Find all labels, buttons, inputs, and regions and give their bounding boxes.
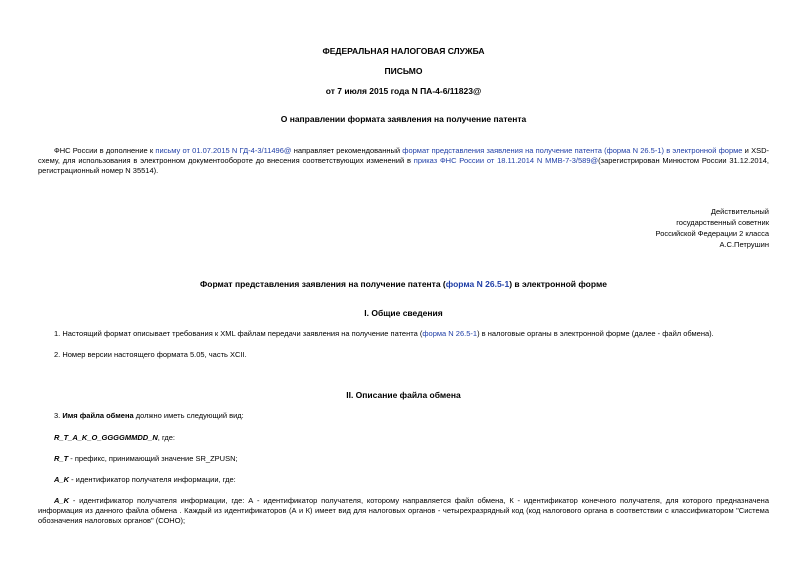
- format-title: Формат представления заявления на получение патента (форма N 26.5-1) в электронной форме: [200, 279, 607, 289]
- section-1-paragraph-2: 2. Номер версии настоящего формата 5.05, часть XCII.: [54, 350, 247, 359]
- link-order[interactable]: приказ ФНС России от 18.11.2014 N ММВ-7-3/589@: [413, 155, 599, 165]
- signature-block: [656, 207, 769, 251]
- section-2-paragraph-5: R_T - префикс, принимающий значение SR_ZPUSN;: [54, 454, 238, 463]
- signature-line-1: Действительный: [710, 207, 769, 216]
- link-form-title[interactable]: форма N 26.5-1: [445, 279, 510, 289]
- signature-line-2: государственный советник: [676, 217, 769, 227]
- signature-line-3: Российской Федерации 2 класса: [655, 228, 769, 238]
- link-letter[interactable]: письму от 01.07.2015 N ГД-4-3/11496@: [155, 146, 292, 155]
- document-date-number: от 7 июля 2015 года N ПА-4-6/11823@: [325, 86, 482, 96]
- file-name-term: Имя файла обмена: [62, 411, 134, 420]
- intro-text-4: (зарегистрирован Минюстом России 31.12.2014, регистрационный номер N 35514).: [38, 155, 770, 175]
- section-2-paragraph-4: R_T_A_K_O_GGGGMMDD_N, где:: [54, 433, 175, 442]
- intro-text-2: направляет рекомендованный: [291, 146, 403, 155]
- intro-text-3: и XSD-схему, для использования в электронном документообороте до внесения соответствующих изменений в: [38, 146, 769, 165]
- intro-text-1: ФНС России в дополнение к: [54, 146, 156, 155]
- agency-name: ФЕДЕРАЛЬНАЯ НАЛОГОВАЯ СЛУЖБА: [322, 46, 485, 56]
- section-2-paragraph-7: A_K - идентификатор получателя информации, где: А - идентификатор получателя, которому направляется файл обмена, К - идентификатор конечного получателя, для которого предназначена информация из данного файла обмена . Каждый из идентификаторов (А и К) имеет вид для налоговых органов - четырехразрядный код (код налогового органа в соответствии с классификатором "Система обозначения налоговых органов" (СОНО);: [38, 496, 769, 525]
- link-format[interactable]: формат представления заявления на получение патента (форма N 26.5-1) в электронной форме: [402, 146, 743, 155]
- file-name-pattern: R_T_A_K_O_GGGGMMDD_N: [54, 433, 158, 442]
- section-2-paragraph-3: 3. Имя файла обмена должно иметь следующий вид:: [54, 411, 244, 420]
- section-1-paragraph-1: 1. Настоящий формат описывает требования к XML файлам передачи заявления на получение патента (форма N 26.5-1) в налоговые органы в электронной форме (далее - файл обмена).: [54, 329, 714, 338]
- signature-name: А.С.Петрушин: [719, 239, 769, 249]
- link-form-s1[interactable]: форма N 26.5-1: [422, 329, 478, 338]
- section-2-paragraph-6: A_K - идентификатор получателя информации, где:: [54, 475, 236, 484]
- prefix-code: R_T: [54, 454, 69, 463]
- recipient-code: A_K: [54, 475, 70, 484]
- recipient-code-detail: A_K: [54, 496, 70, 505]
- document-type: ПИСЬМО: [384, 66, 423, 76]
- section-1-title: I. Общие сведения: [364, 308, 443, 318]
- intro-paragraph: [38, 146, 769, 175]
- section-2-title: II. Описание файла обмена: [346, 390, 461, 400]
- document-subject: О направлении формата заявления на получение патента: [280, 114, 527, 124]
